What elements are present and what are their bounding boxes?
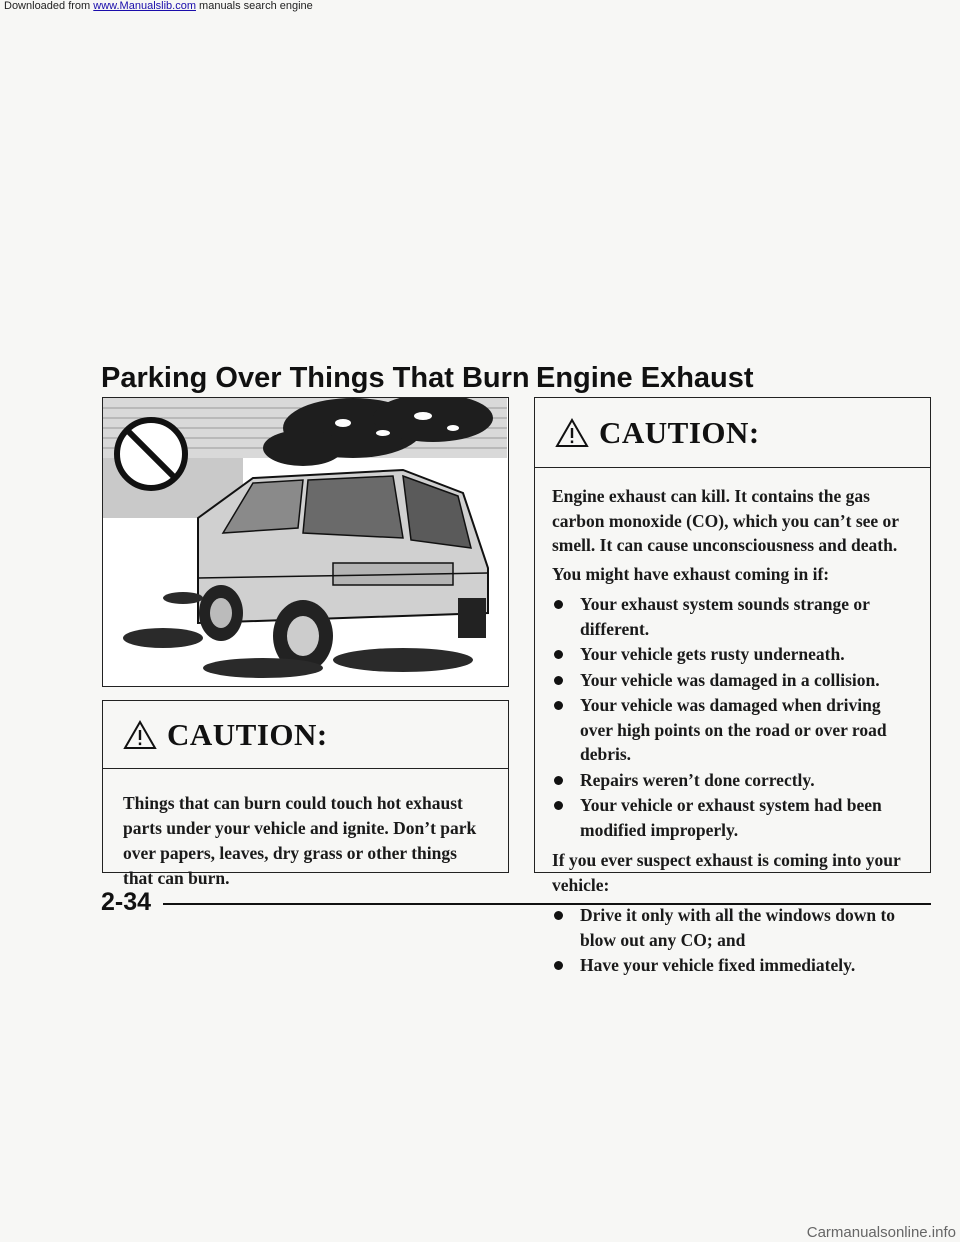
parking-caution-text: Things that can burn could touch hot exhaust parts under your vehicle and ignite. Don’t park over papers, leaves, dry grass or other things that can burn. — [123, 793, 477, 888]
list-item: Have your vehicle fixed immediately. — [552, 953, 912, 978]
bullet-icon — [554, 650, 563, 659]
list-item: Repairs weren’t done correctly. — [552, 768, 912, 793]
banner-prefix: Downloaded from — [4, 0, 94, 12]
list-item: Your vehicle was damaged in a collision. — [552, 668, 912, 693]
parking-section-title: Parking Over Things That Burn — [101, 362, 530, 394]
exhaust-intro: Engine exhaust can kill. It contains the gas carbon monoxide (CO), which you can’t see or smell. It can cause unconsciousness and death. — [552, 486, 899, 555]
bullet-icon — [554, 961, 563, 970]
exhaust-caution-box — [534, 397, 931, 975]
warning-triangle-icon — [555, 418, 589, 448]
caution-header — [103, 701, 508, 769]
bullet-icon — [554, 701, 563, 710]
page-footer — [101, 888, 931, 916]
bullet-icon — [554, 776, 563, 785]
bullet-icon — [554, 801, 563, 810]
parking-illustration — [102, 397, 509, 687]
warning-triangle-icon — [123, 720, 157, 750]
banner-suffix: manuals search engine — [195, 0, 313, 12]
caution-label: CAUTION: — [599, 414, 760, 450]
watermark: Carmanualsonline.info — [806, 1224, 956, 1241]
download-banner — [0, 0, 960, 12]
list-item: Your vehicle or exhaust system had been modified improperly. — [552, 793, 912, 842]
list-item: Your exhaust system sounds strange or different. — [552, 592, 912, 641]
bullet-icon — [554, 600, 563, 609]
caution-label: CAUTION: — [167, 716, 328, 752]
list-item: Your vehicle was damaged when driving over high points on the road or over road debris. — [552, 693, 912, 767]
manualslib-link[interactable]: www.Manualslib.com — [93, 0, 196, 12]
page-number: 2-34 — [101, 888, 152, 916]
parking-caution-box — [102, 700, 509, 888]
bullet-icon — [554, 676, 563, 685]
footer-rule — [163, 903, 931, 905]
caution-header — [535, 398, 930, 468]
list-item: Your vehicle gets rusty underneath. — [552, 642, 912, 667]
exhaust-suspect-lead: If you ever suspect exhaust is coming into your vehicle: — [552, 850, 901, 895]
no-parking-icon — [117, 420, 185, 488]
exhaust-section-title: Engine Exhaust — [536, 362, 754, 394]
exhaust-lead-in: You might have exhaust coming in if: — [552, 563, 830, 584]
list-item: Drive it only with all the windows down to blow out any CO; and — [552, 903, 912, 952]
exhaust-conditions-list — [552, 592, 912, 842]
